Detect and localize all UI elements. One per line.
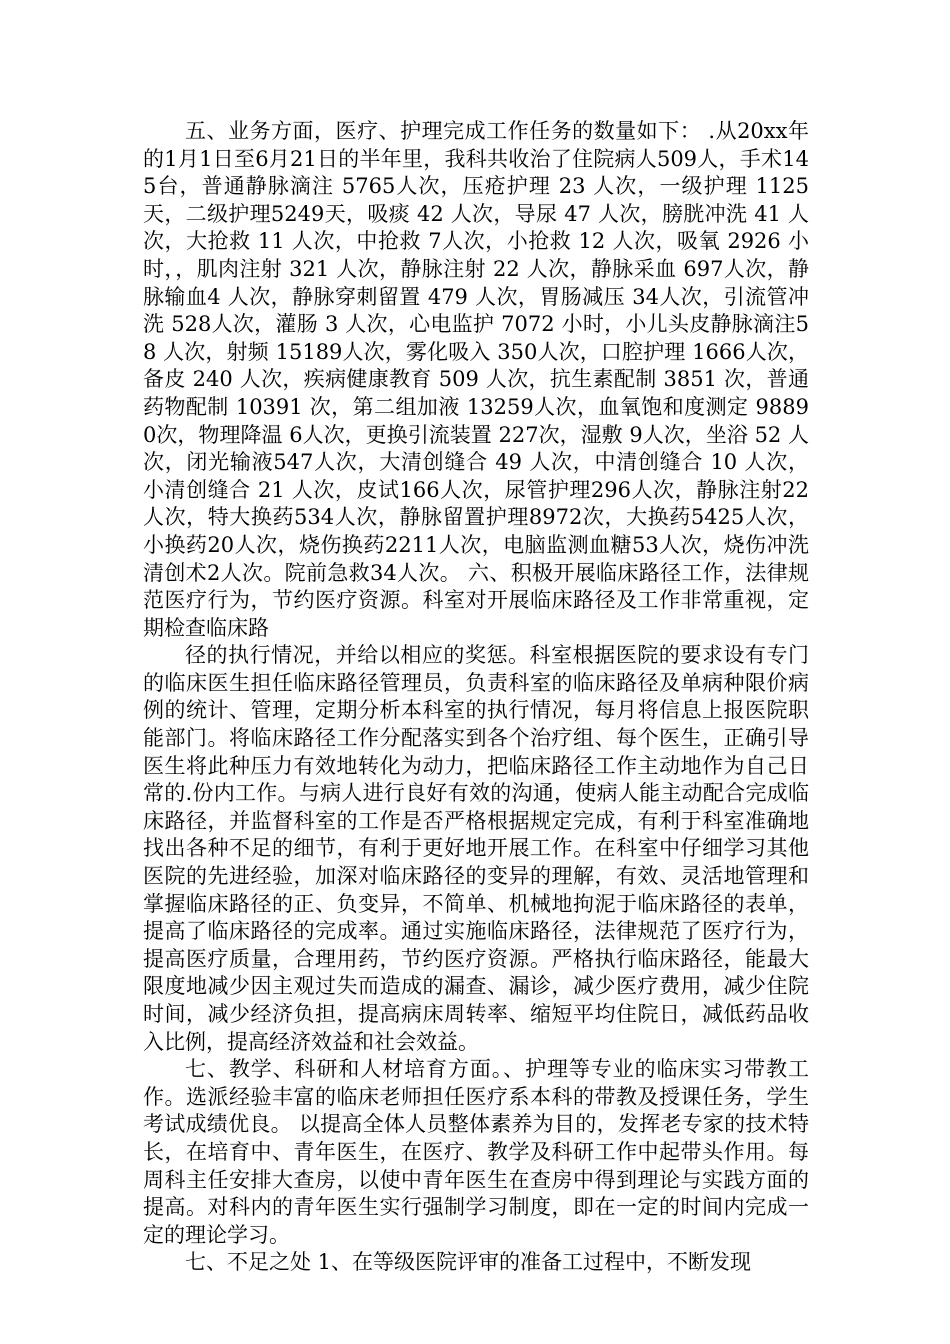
document-page xyxy=(143,118,809,1277)
paragraph-business-statistics: 五、业务方面，医疗、护理完成工作任务的数量如下： .从20xx年的1月1日至6月21日的半年里，我科共收治了住院病人509人，手术145台，普通静脉滴注 5765人次，压疮护理 23 人次，一级护理 1125天，二级护理5249天，吸痰 42 人次，导尿 47 人次，膀胱冲洗 41 人次，大抢救 11 人次，中抢救 7人次，小抢救 12 人次，吸氧 2926 小时，，肌肉注射 321 人次，静脉注射 22 人次，静脉采血 697人次，静脉输血4 人次，静脉穿刺留置 479 人次，胃肠减压 34人次，引流管冲洗 528人次，灌肠 3 人次，心电监护 7072 小时，小儿头皮静脉滴注58 人次，射频 15189人次，雾化吸入 350人次，口腔护理 1666人次，备皮 240 人次，疾病健康教育 509 人次，抗生素配制 3851 次，普通药物配制 10391 次，第二组加液 13259人次，血氧饱和度测定 98890次，物理降温 6人次，更换引流装置 227次，湿敷 9人次，坐浴 52 人次，闭光输液547人次，大清创缝合 49 人次，中清创缝合 10 人次，小清创缝合 21 人次，皮试166人次，尿管护理296人次，静脉注射22人次，特大换药534人次，静脉留置护理8972次，大换药5425人次，小换药20人次，烧伤换药2211人次，电脑监测血糖53人次，烧伤冲洗清创术2人次。院前急救34人次。 六、积极开展临床路径工作，法律规范医疗行为，节约医疗资源。科室对开展临床路径及工作非常重视，定期检查临床路 xyxy=(143,119,809,640)
paragraph-teaching-research: 七、教学、科研和人材培育方面。、护理等专业的临床实习带教工作。选派经验丰富的临床老师担任医疗系本科的带教及授课任务，学生考试成绩优良。 以提高全体人员整体素养为目的，发挥老专家的技术特长，在培育中、青年医生，在医疗、教学及科研工作中起带头作用。每周科主任安排大查房，以使中青年医生在查房中得到理论与实践方面的提高。对科内的青年医生实行强制学习制度，即在一定的时间内完成一定的理论学习。 xyxy=(143,1057,809,1247)
paragraph-clinical-pathway: 径的执行情况，并给以相应的奖惩。科室根据医院的要求设有专门的临床医生担任临床路径管理员，负责科室的临床路径及单病种限价病例的统计、管理，定期分析本科室的执行情况，每月将信息上报医院职能部门。将临床路径工作分配落实到各个治疗组、每个医生，正确引导医生将此种压力有效地转化为动力，把临床路径工作主动地作为自己日常的.份内工作。与病人进行良好有效的沟通，使病人能主动配合完成临床路径，并监督科室的工作是否严格根据规定完成，有利于科室准确地找出各种不足的细节，有利于更好地开展工作。在科室中仔细学习其他医院的先进经验，加深对临床路径的变异的理解，有效、灵活地管理和掌握临床路径的正、负变异，不简单、机械地拘泥于临床路径的表单，提高了临床路径的完成率。通过实施临床路径，法律规范了医疗行为，提高医疗质量，合理用药，节约医疗资源。严格执行临床路径，能最大限度地减少因主观过失而造成的漏查、漏诊，减少医疗费用，减少住院时间，减少经济负担，提高病床周转率、缩短平均住院日，减低药品收入比例，提高经济效益和社会效益。 xyxy=(143,643,809,1054)
paragraph-shortcomings: 七、不足之处 1、在等级医院评审的准备工过程中，不断发现 xyxy=(185,1250,752,1275)
